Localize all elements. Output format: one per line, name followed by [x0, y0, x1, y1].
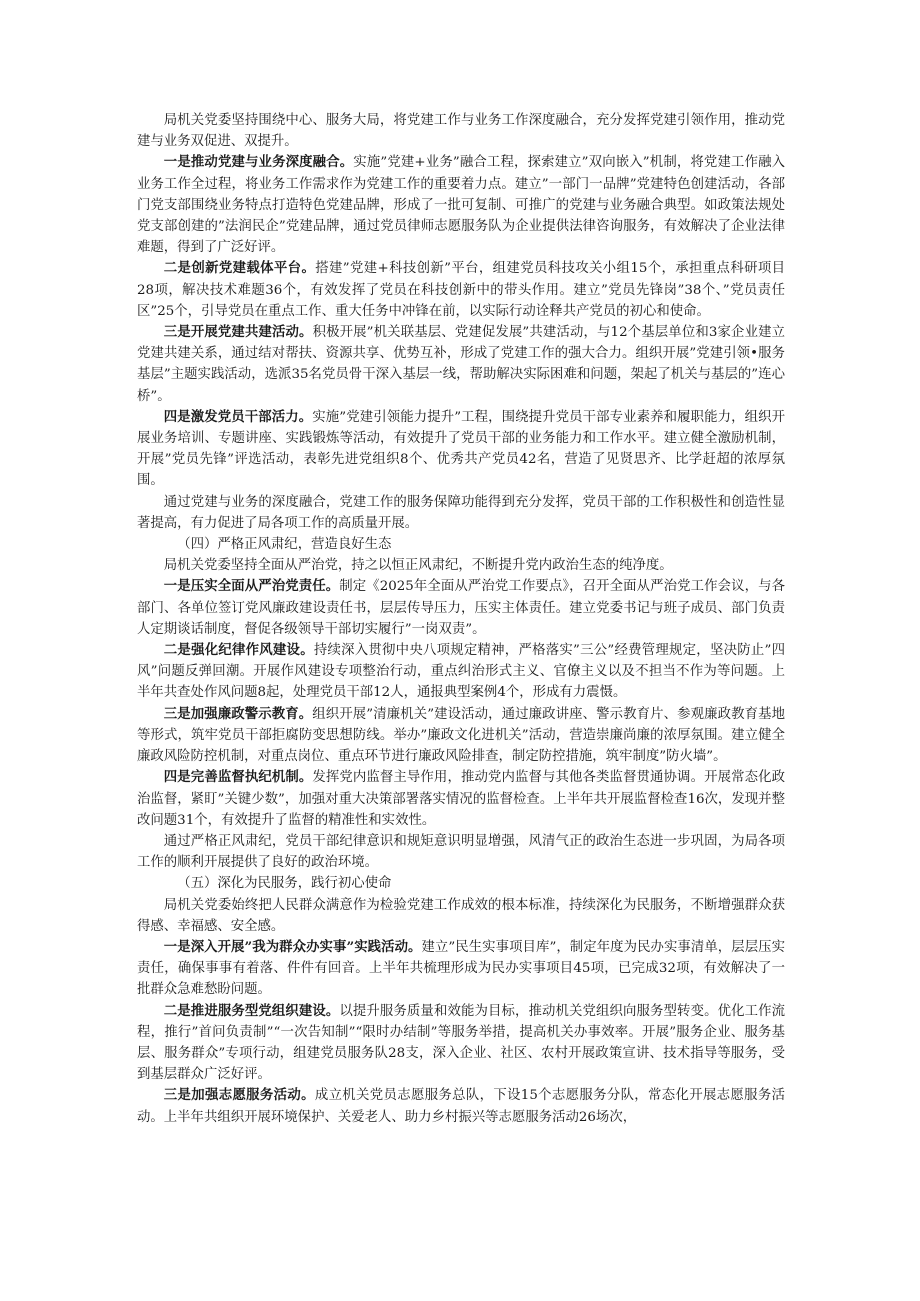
- paragraph: [137, 1001, 785, 1086]
- paragraph-text: 搭建”党建+科技创新”平台，组建党员科技攻关小组15个，承担重点科研项目28项，解决技术难题36个，有效发挥了党员在科技创新中的带头作用。建立”党员先锋岗”38个、”党员责任区”25个，引导党员在重点工作、重大任务中冲锋在前，以实际行动诠释共产党员的初心和使命。: [137, 261, 786, 319]
- paragraph-text: 实施”党建+业务”融合工程，探索建立”双向嵌入”机制，将党建工作融入业务工作全过程，将业务工作需求作为党建工作的重要着力点。建立”一部门一品牌”党建特色创建活动，各部门党支部围绕业务特点打造特色党建品牌，形成了一批可复制、可推广的党建与业务融合典型。如政策法规处党支部创建的”法润民企”党建品牌，通过党员律师志愿服务队为企业提供法律咨询服务，有效解决了企业法律难题，得到了广泛好评。: [137, 155, 785, 256]
- paragraph-lead: 一是压实全面从严治党责任。: [163, 578, 340, 595]
- paragraph: [137, 704, 785, 768]
- paragraph: [137, 110, 785, 152]
- paragraph-lead: 三是开展党建共建活动。: [163, 324, 313, 341]
- paragraph-lead: 三是加强廉政警示教育。: [163, 705, 313, 722]
- paragraph: [137, 640, 785, 704]
- paragraph-text: 实施”党建引领能力提升”工程，围绕提升党员干部专业素养和履职能力，组织开展业务培训、专题讲座、实践锻炼等活动，有效提升了党员干部的业务能力和工作水平。建立健全激励机制，开展”党员先锋”评选活动，表彰先进党组织8个、优秀共产党员42名，营造了见贤思齐、比学赶超的浓厚氛围。: [137, 409, 785, 489]
- paragraph: [137, 937, 785, 1001]
- paragraph-lead: 二是强化纪律作风建设。: [163, 642, 314, 659]
- document-body: [137, 110, 785, 1128]
- paragraph-text: 通过严格正风肃纪，党员干部纪律意识和规矩意识明显增强，风清气正的政治生态进一步巩固，为局各项工作的顺利开展提供了良好的政治环境。: [137, 833, 785, 871]
- paragraph-text: 组织开展”清廉机关”建设活动，通过廉政讲座、警示教育片、参观廉政教育基地等形式，筑牢党员干部拒腐防变思想防线。举办”廉政文化进机关”活动，营造崇廉尚廉的浓厚氛围。建立健全廉政风险防控机制，对重点岗位、重点环节进行廉政风险排查，制定防控措施，筑牢制度”防火墙”。: [137, 706, 785, 765]
- paragraph: [137, 767, 785, 831]
- paragraph-text: （四）严格正风肃纪，营造良好生态: [177, 537, 392, 553]
- paragraph-text: 发挥党内监督主导作用，推动党内监督与其他各类监督贯通协调。开展常态化政治监督，紧盯”关键少数”，加强对重大决策部署落实情况的监督检查。上半年共开展监督检查16次，发现并整改问题31个，有效提升了监督的精准性和实效性。: [137, 770, 785, 828]
- paragraph: [137, 1085, 785, 1127]
- paragraph: [137, 555, 785, 576]
- paragraph-text: 制定《2025年全面从严治党工作要点》，召开全面从严治党工作会议，与各部门、各单位签订党风廉政建设责任书，层层传导压力，压实主体责任。建立党委书记与班子成员、部门负责人定期谈话制度，督促各级领导干部切实履行”一岗双责”。: [137, 579, 785, 637]
- paragraph-text: 局机关党委始终把人民群众满意作为检验党建工作成效的根本标准，持续深化为民服务，不断增强群众获得感、幸福感、安全感。: [137, 897, 785, 934]
- paragraph-lead: 二是推进服务型党组织建设。: [163, 1002, 340, 1019]
- paragraph: [137, 322, 785, 407]
- section-heading: [137, 873, 785, 894]
- paragraph: [137, 258, 785, 322]
- paragraph-text: 通过党建与业务的深度融合，党建工作的服务保障功能得到充分发挥，党员干部的工作积极性和创造性显著提高，有力促进了局各项工作的高质量开展。: [137, 494, 785, 531]
- paragraph-lead: 四是完善监督执纪机制。: [163, 769, 313, 786]
- paragraph-text: 持续深入贯彻中央八项规定精神，严格落实”三公”经费管理规定，坚决防止”四风”问题反弹回潮。开展作风建设专项整治行动，重点纠治形式主义、官僚主义以及不担当不作为等问题。上半年共查处作风问题8起，处理党员干部12人，通报典型案例4个，形成有力震慑。: [137, 643, 785, 701]
- paragraph-text: 建立”民生实事项目库”，制定年度为民办实事清单，层层压实责任，确保事事有着落、件件有回音。上半年共梳理形成为民办实事项目45项，已完成32项，有效解决了一批群众急难愁盼问题。: [137, 939, 785, 998]
- paragraph: [137, 831, 785, 873]
- section-heading: [137, 534, 785, 555]
- paragraph-text: 积极开展”机关联基层、党建促发展”共建活动，与12个基层单位和3家企业建立党建共建关系，通过结对帮扶、资源共享、优势互补，形成了党建工作的强大合力。组织开展”党建引领•服务基层”主题实践活动，选派35名党员骨干深入基层一线，帮助解决实际困难和问题，架起了机关与基层的”连心桥”。: [137, 325, 786, 404]
- paragraph-text: 以提升服务质量和效能为目标，推动机关党组织向服务型转变。优化工作流程，推行”首问负责制”“一次告知制”“限时办结制”等服务举措，提高机关办事效率。开展”服务企业、服务基层、服务群众”专项行动，组建党员服务队28支，深入企业、社区、农村开展政策宣讲、技术指导等服务，受到基层群众广泛好评。: [137, 1003, 786, 1083]
- paragraph-lead: 一是推动党建与业务深度融合。: [163, 154, 354, 171]
- paragraph: [137, 407, 785, 492]
- paragraph: [137, 895, 785, 937]
- paragraph-text: 局机关党委坚持全面从严治党，持之以恒正风肃纪，不断提升党内政治生态的纯净度。: [163, 558, 673, 574]
- paragraph-text: 局机关党委坚持围绕中心、服务大局，将党建工作与业务工作深度融合，充分发挥党建引领作用，推动党建与业务双促进、双提升。: [137, 113, 785, 150]
- paragraph: [137, 492, 785, 534]
- paragraph: [137, 576, 785, 640]
- paragraph-text: 成立机关党员志愿服务总队，下设15个志愿服务分队，常态化开展志愿服务活动。上半年共组织开展环境保护、关爱老人、助力乡村振兴等志愿服务活动26场次，: [137, 1088, 785, 1125]
- paragraph-lead: 一是深入开展”我为群众办实事”实践活动。: [163, 938, 422, 955]
- paragraph-lead: 三是加强志愿服务活动。: [163, 1087, 315, 1104]
- paragraph-lead: 二是创新党建载体平台。: [163, 260, 316, 277]
- paragraph-text: （五）深化为民服务，践行初心使命: [177, 876, 392, 892]
- paragraph-lead: 四是激发党员干部活力。: [163, 408, 313, 425]
- paragraph: [137, 152, 785, 258]
